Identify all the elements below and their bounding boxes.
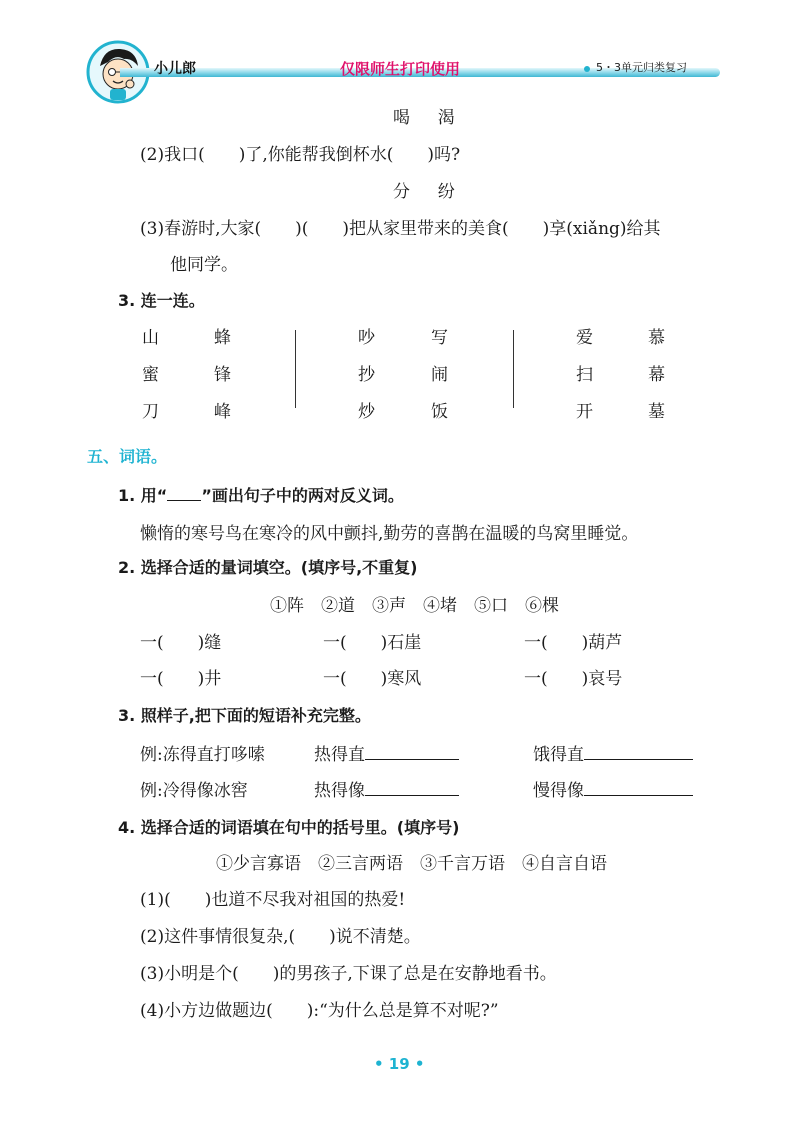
answer-line[interactable] — [365, 781, 459, 796]
divider — [295, 330, 296, 408]
s5-q2-title: 2. 选择合适的量词填空。(填序号,不重复) — [118, 558, 418, 577]
match-char[interactable]: 墓 — [648, 402, 665, 422]
match-char[interactable]: 刀 — [142, 402, 159, 422]
s5-q3-title: 3. 照样子,把下面的短语补充完整。 — [118, 706, 371, 725]
match-char[interactable]: 峰 — [214, 402, 231, 422]
section-title: 五、词语。 — [87, 447, 168, 466]
brand-name: 小儿郎 — [154, 61, 196, 77]
s5-q1-title-pre: 1. 用“ — [118, 486, 168, 505]
match-char[interactable]: 扫 — [576, 365, 593, 385]
measure-word-options: ①阵 ②道 ③声 ④堵 ⑤口 ⑥棵 — [270, 596, 559, 616]
fill-blank-item[interactable]: 一( )哀号 — [524, 669, 623, 689]
match-char[interactable]: 吵 — [358, 328, 375, 348]
fill-blank-item[interactable]: 一( )石崖 — [323, 633, 422, 653]
fill-blank-item[interactable]: 一( )井 — [140, 669, 222, 689]
idiom-options: ①少言寡语 ②三言两语 ③千言万语 ④自言自语 — [216, 854, 607, 874]
unit-label: 5・3单元归类复习 — [596, 61, 687, 74]
q3-title: 3. 连一连。 — [118, 291, 205, 310]
match-char[interactable]: 写 — [431, 328, 448, 348]
char-pair-he-ke: 喝 渴 — [393, 108, 455, 128]
match-char[interactable]: 锋 — [214, 365, 231, 385]
q2-sentence-3: (3)春游时,大家( )( )把从家里带来的美食( )享(xiǎng)给其 — [140, 219, 661, 239]
phrase-prefix: 热得直 — [314, 745, 365, 765]
fill-blank-item[interactable]: 一( )寒风 — [323, 669, 422, 689]
match-char[interactable]: 慕 — [648, 328, 665, 348]
char-pair-fen: 分 纷 — [393, 182, 455, 202]
idiom-question[interactable]: (1)( )也道不尽我对祖国的热爱! — [140, 890, 406, 910]
match-char[interactable]: 蜜 — [142, 365, 159, 385]
s5-q4-title: 4. 选择合适的词语填在句中的括号里。(填序号) — [118, 818, 460, 837]
match-char[interactable]: 开 — [576, 402, 593, 422]
match-char[interactable]: 幕 — [648, 365, 665, 385]
q2-sentence-3-cont: 他同学。 — [170, 255, 238, 275]
match-char[interactable]: 爱 — [576, 328, 593, 348]
match-char[interactable]: 蜂 — [214, 328, 231, 348]
phrase-prefix: 热得像 — [314, 781, 365, 801]
phrase-completion — [533, 776, 693, 801]
phrase-completion — [533, 740, 693, 765]
divider — [513, 330, 514, 408]
phrase-prefix: 饿得直 — [533, 745, 584, 765]
underline-sample — [167, 486, 201, 501]
answer-line[interactable] — [584, 781, 693, 796]
fill-blank-item[interactable]: 一( )缝 — [140, 633, 222, 653]
phrase-prefix: 慢得像 — [533, 781, 584, 801]
print-restriction-notice: 仅限师生打印使用 — [340, 60, 461, 78]
match-char[interactable]: 抄 — [358, 365, 375, 385]
idiom-question[interactable]: (2)这件事情很复杂,( )说不清楚。 — [140, 927, 421, 947]
phrase-completion — [314, 740, 459, 765]
s5-q1-sentence: 懒惰的寒号鸟在寒冷的风中颤抖,勤劳的喜鹊在温暖的鸟窝里睡觉。 — [140, 524, 639, 544]
page-number: • 19 • — [374, 1055, 425, 1073]
answer-line[interactable] — [365, 745, 459, 760]
phrase-completion — [314, 776, 459, 801]
s5-q1-title-post: ”画出句子中的两对反义词。 — [201, 486, 404, 505]
answer-line[interactable] — [584, 745, 693, 760]
match-char[interactable]: 炒 — [358, 402, 375, 422]
match-char[interactable]: 饭 — [431, 402, 448, 422]
idiom-question[interactable]: (4)小方边做题边( ):“为什么总是算不对呢?” — [140, 1001, 499, 1021]
idiom-question[interactable]: (3)小明是个( )的男孩子,下课了总是在安静地看书。 — [140, 964, 557, 984]
example-phrase: 例:冷得像冰窖 — [140, 781, 248, 801]
example-phrase: 例:冻得直打哆嗦 — [140, 745, 265, 765]
match-char[interactable]: 山 — [142, 328, 159, 348]
fill-blank-item[interactable]: 一( )葫芦 — [524, 633, 623, 653]
q2-sentence-2: (2)我口( )了,你能帮我倒杯水( )吗? — [140, 145, 461, 165]
match-char[interactable]: 闹 — [431, 365, 448, 385]
unit-bullet-icon — [584, 66, 590, 72]
s5-q1-title — [118, 483, 404, 506]
